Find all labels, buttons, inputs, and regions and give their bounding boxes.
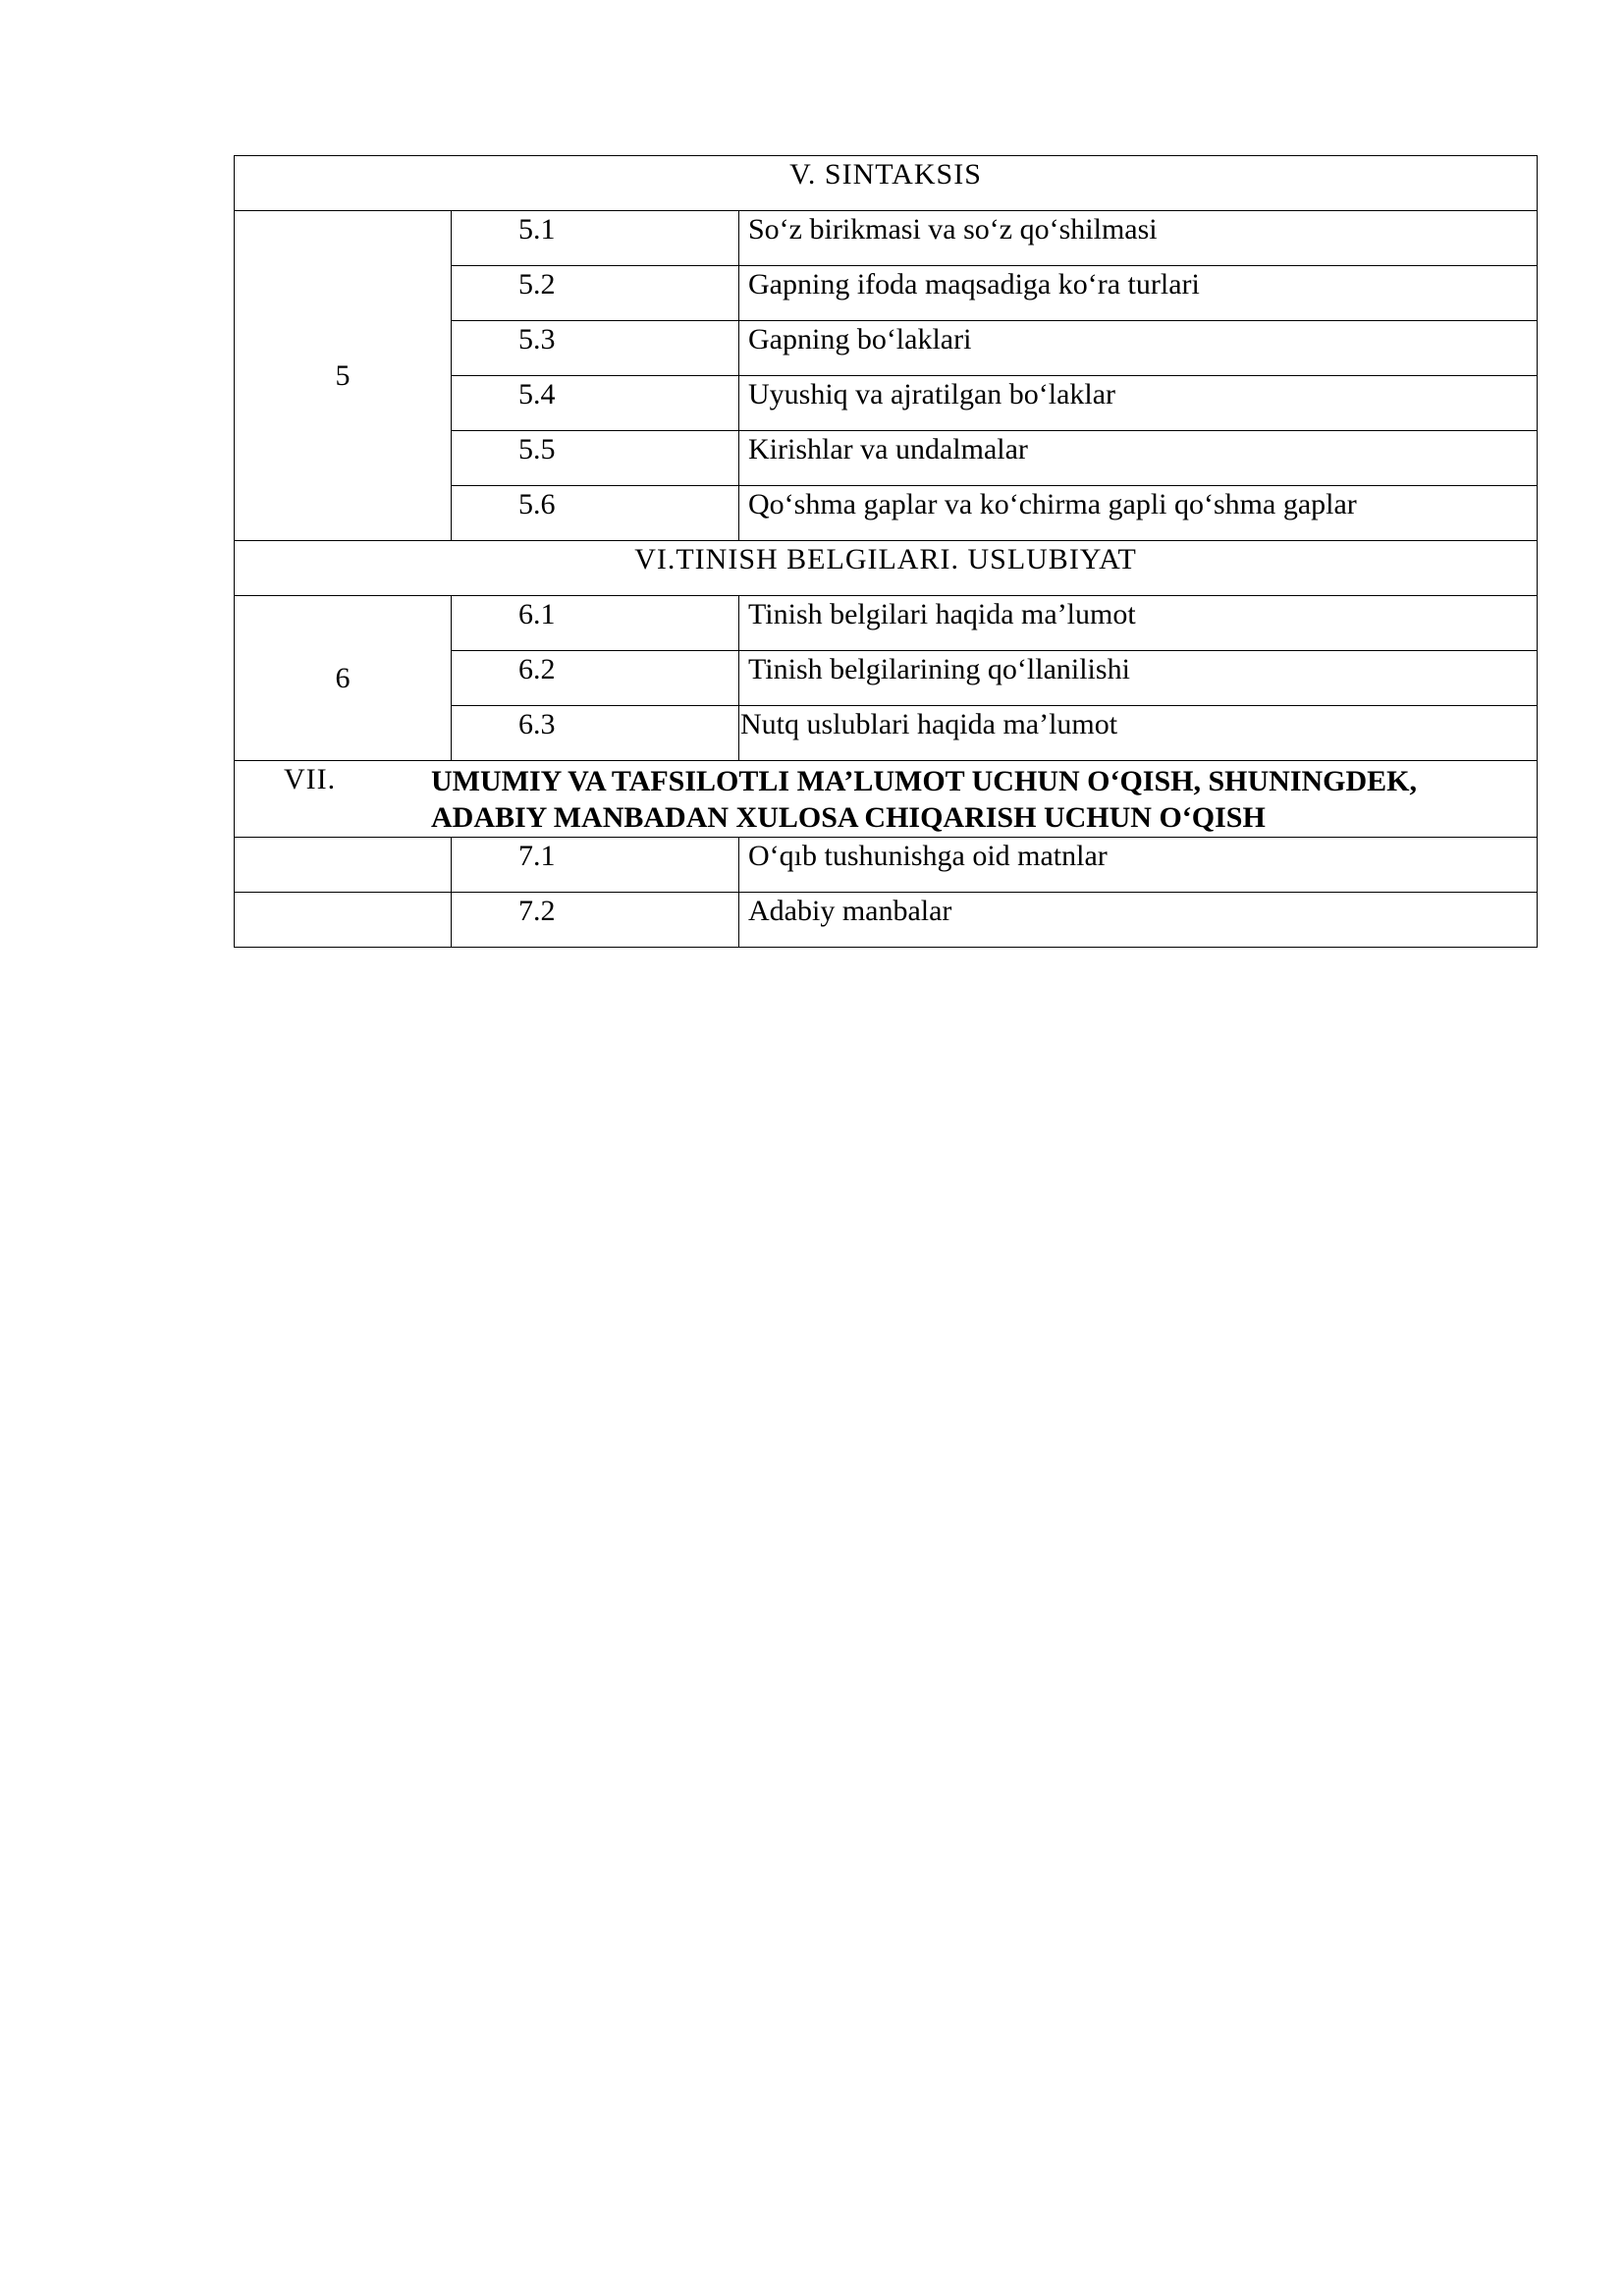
topic-number: 7.1 (452, 838, 739, 893)
topic-title: Uyushiq va ajratilgan bo‘laklar (739, 376, 1538, 431)
topic-title: Gapning ifoda maqsadiga ko‘ra turlari (739, 266, 1538, 321)
topic-title: Tinish belgilarining qo‘llanilishi (739, 651, 1538, 706)
topic-title: Adabiy manbalar (739, 893, 1538, 948)
section-heading-row (235, 761, 1538, 838)
section-heading: V. SINTAKSIS (235, 156, 1538, 211)
table-row (235, 838, 1538, 893)
topic-number: 6.3 (452, 706, 739, 761)
table-row (235, 596, 1538, 651)
topic-number: 5.5 (452, 431, 739, 486)
topic-number: 5.4 (452, 376, 739, 431)
section-heading: VI.TINISH BELGILARI. USLUBIYAT (235, 541, 1538, 596)
table-row (235, 893, 1538, 948)
topic-title: O‘qıb tushunishga oid matnlar (739, 838, 1538, 893)
topic-title: Qo‘shma gaplar va ko‘chirma gapli qo‘shma gaplar (739, 486, 1538, 541)
table-row (235, 211, 1538, 266)
section-heading-row (235, 156, 1538, 211)
topic-number: 6.2 (452, 651, 739, 706)
section-heading (235, 761, 1538, 838)
group-number: 5 (235, 211, 452, 541)
section-roman-numeral: VII. (284, 763, 337, 795)
section-title: UMUMIY VA TAFSILOTLI MA’LUMOT UCHUN O‘QISH, SHUNINGDEK, ADABIY MANBADAN XULOSA CHIQARISH UCHUN O‘QISH (431, 765, 1418, 834)
topic-title: Nutq uslublari haqida ma’lumot (739, 706, 1538, 761)
empty-cell (235, 838, 452, 893)
topic-title: Kirishlar va undalmalar (739, 431, 1538, 486)
group-number: 6 (235, 596, 452, 761)
topic-number: 5.3 (452, 321, 739, 376)
topic-number: 5.1 (452, 211, 739, 266)
topic-title: Gapning bo‘laklari (739, 321, 1538, 376)
curriculum-table (234, 155, 1538, 948)
topic-number: 7.2 (452, 893, 739, 948)
section-heading-row (235, 541, 1538, 596)
topic-title: Tinish belgilari haqida ma’lumot (739, 596, 1538, 651)
topic-number: 5.6 (452, 486, 739, 541)
topic-number: 6.1 (452, 596, 739, 651)
empty-cell (235, 893, 452, 948)
topic-number: 5.2 (452, 266, 739, 321)
topic-title: So‘z birikmasi va so‘z qo‘shilmasi (739, 211, 1538, 266)
